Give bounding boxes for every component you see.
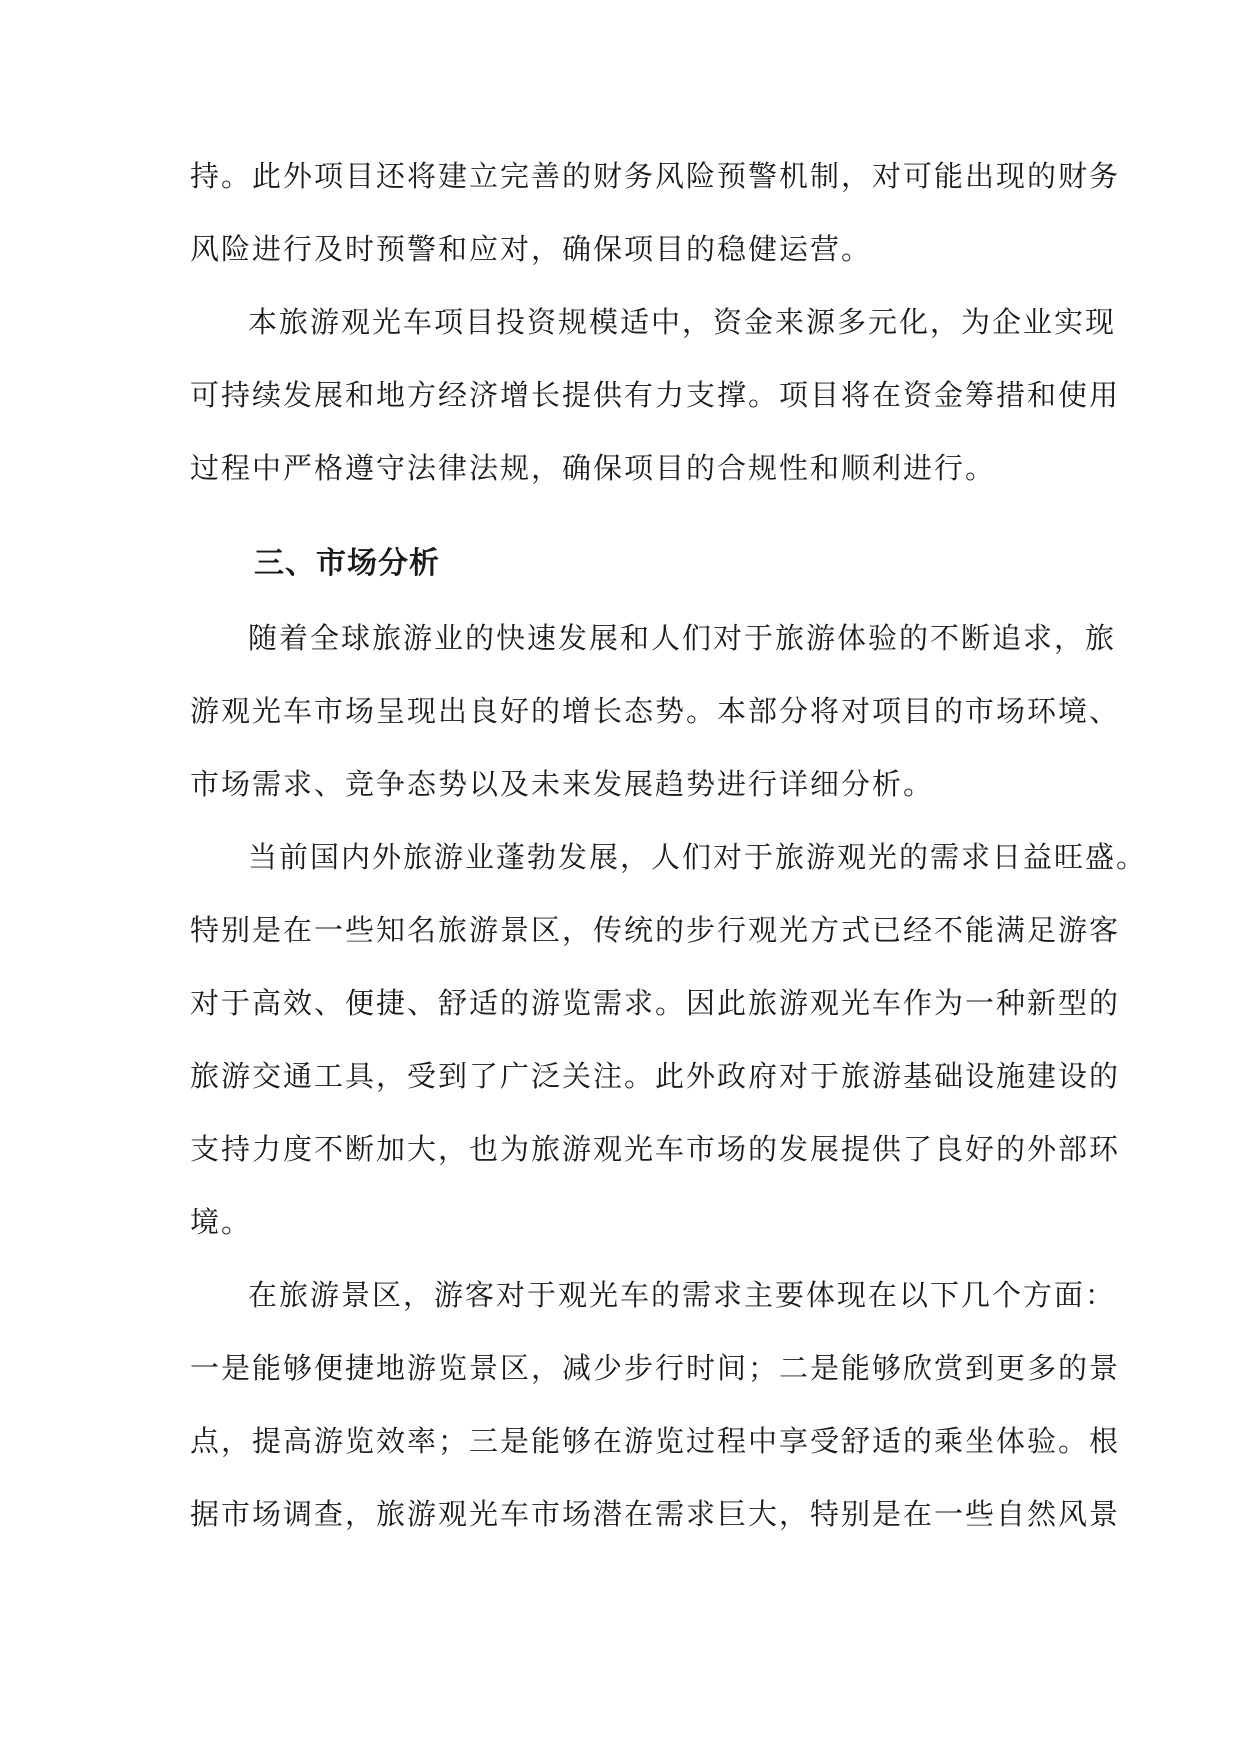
paragraph [190,602,1121,821]
text-line: 市场需求、竞争态势以及未来发展趋势进行详细分析。 [190,767,935,801]
text-line: 旅游交通工具，受到了广泛关注。此外政府对于旅游基础设施建设的 [190,1059,1121,1093]
text-line: 过程中严格遵守法律法规，确保项目的合规性和顺利进行。 [190,451,997,485]
paragraph [190,821,1148,1259]
document-page [190,140,1148,1551]
section-heading: 三、市场分析 [254,546,440,581]
text-line: 境。 [190,1205,253,1239]
text-line: 据市场调查，旅游观光车市场潜在需求巨大，特别是在一些自然风景 [190,1497,1121,1531]
text-line: 点，提高游览效率；三是能够在游览过程中享受舒适的乘坐体验。根 [190,1424,1121,1458]
text-line: 持。此外项目还将建立完善的财务风险预警机制，对可能出现的财务 [190,159,1121,193]
text-line: 一是能够便捷地游览景区，减少步行时间；二是能够欣赏到更多的景 [190,1351,1121,1385]
paragraph [190,1259,1121,1551]
text-line: 当前国内外旅游业蓬勃发展，人们对于旅游观光的需求日益旺盛。 [248,840,1148,874]
paragraph [190,140,1121,286]
paragraph [190,286,1121,505]
text-line: 对于高效、便捷、舒适的游览需求。因此旅游观光车作为一种新型的 [190,986,1121,1020]
text-line: 支持力度不断加大，也为旅游观光车市场的发展提供了良好的外部环 [190,1132,1121,1166]
text-line: 在旅游景区，游客对于观光车的需求主要体现在以下几个方面： [248,1278,1117,1312]
text-line: 特别是在一些知名旅游景区，传统的步行观光方式已经不能满足游客 [190,913,1121,947]
text-line: 游观光车市场呈现出良好的增长态势。本部分将对项目的市场环境、 [190,694,1121,728]
text-line: 本旅游观光车项目投资规模适中，资金来源多元化，为企业实现 [248,305,1117,339]
text-line: 风险进行及时预警和应对，确保项目的稳健运营。 [190,232,873,266]
text-line: 可持续发展和地方经济增长提供有力支撑。项目将在资金筹措和使用 [190,378,1121,412]
text-line: 随着全球旅游业的快速发展和人们对于旅游体验的不断追求，旅 [248,621,1117,655]
